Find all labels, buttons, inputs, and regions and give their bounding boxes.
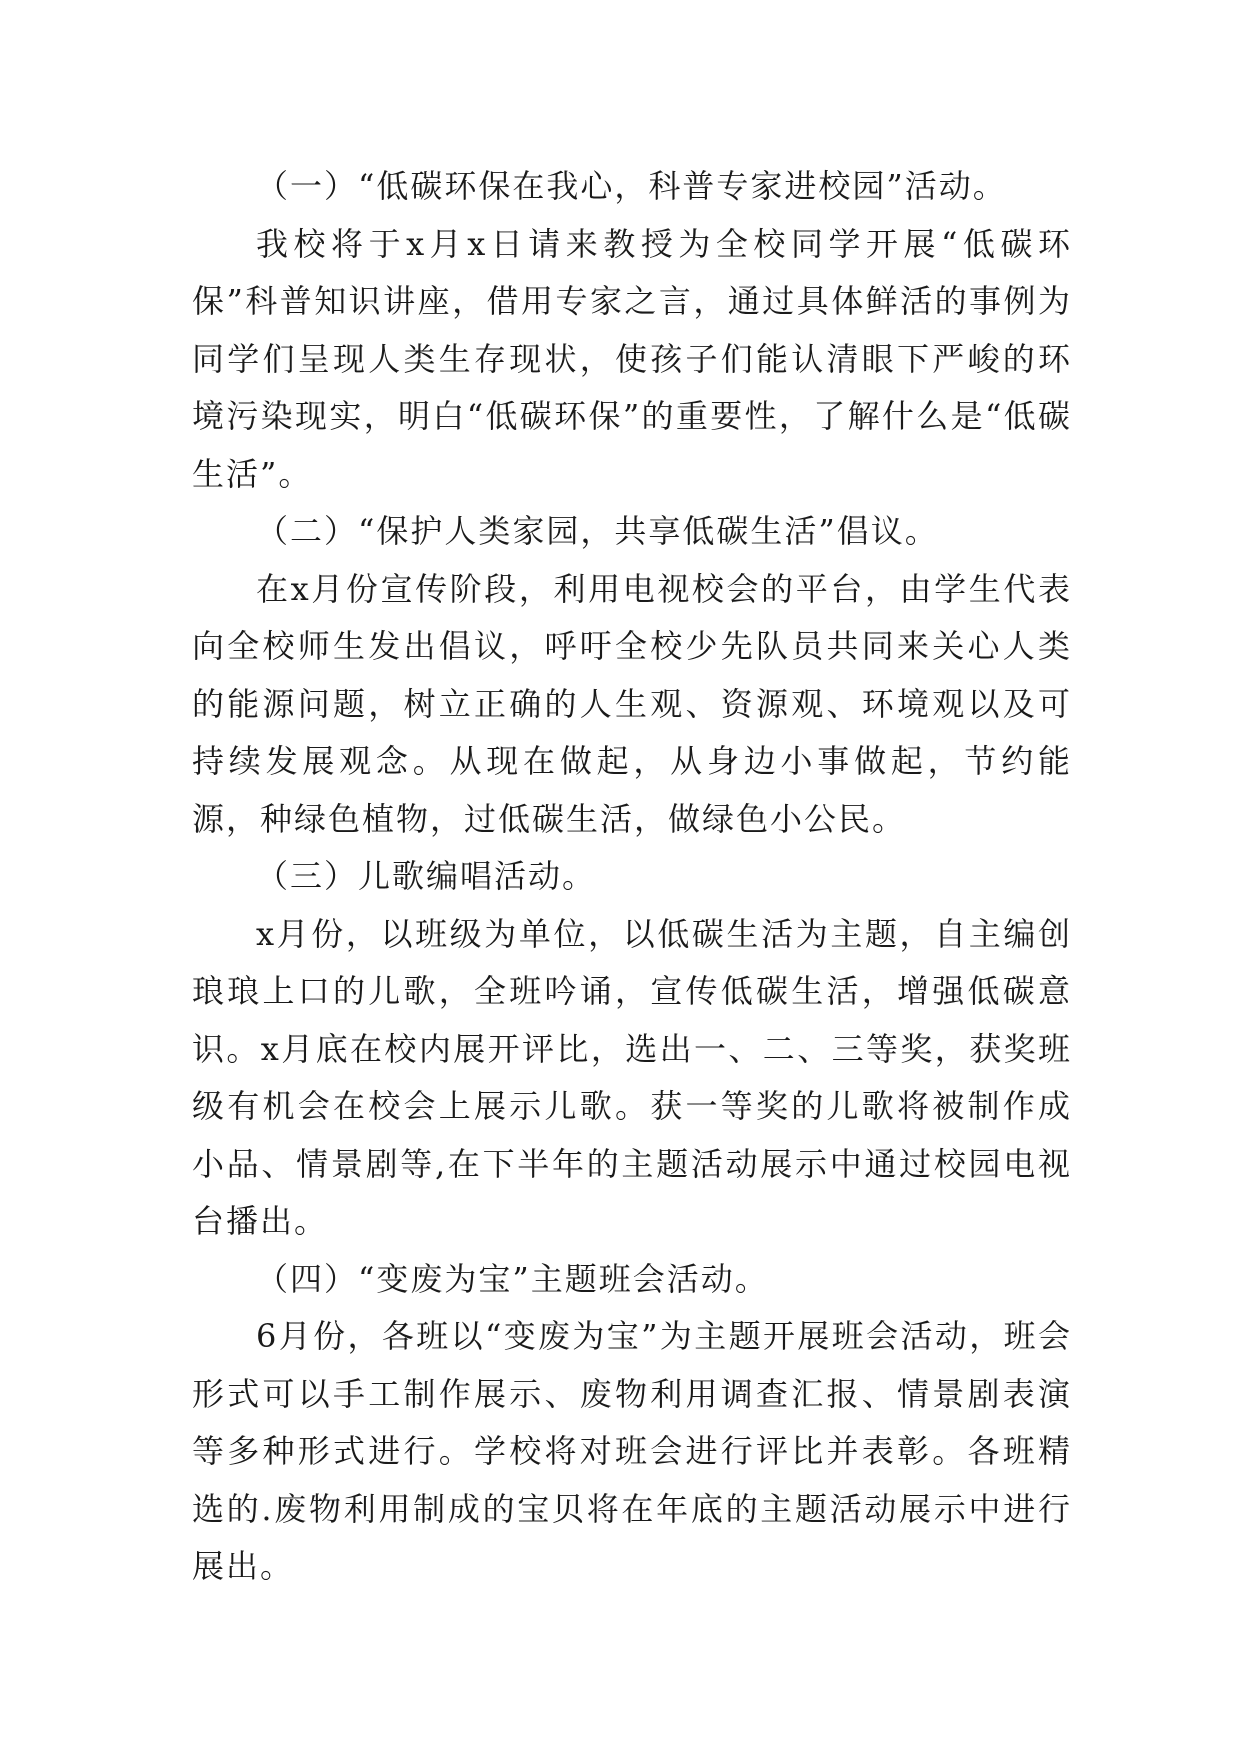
heading-activity-2: （二）“保护人类家园，共享低碳生活”倡议。	[256, 512, 939, 550]
paragraph-activity-2: 在x月份宣传阶段，利用电视校会的平台，由学生代表向全校师生发出倡议，呼吁全校少先队员共同来关心人类的能源问题，树立正确的人生观、资源观、环境观以及可持续发展观念。从现在做起，从身边小事做起，节约能源，种绿色植物，过低碳生活，做绿色小公民。	[192, 569, 1072, 838]
paragraph-activity-1: 我校将于x月x日请来教授为全校同学开展“低碳环保”科普知识讲座，借用专家之言，通过具体鲜活的事例为同学们呈现人类生存现状，使孩子们能认清眼下严峻的环境污染现实，明白“低碳环保”的重要性，了解什么是“低碳生活”。	[192, 224, 1072, 493]
paragraph-activity-3: x月份，以班级为单位，以低碳生活为主题，自主编创琅琅上口的儿歌，全班吟诵，宣传低碳生活，增强低碳意识。x月底在校内展开评比，选出一、二、三等奖，获奖班级有机会在校会上展示儿歌。获一等奖的儿歌将被制作成小品、情景剧等,在下半年的主题活动展示中通过校园电视台播出。	[192, 914, 1072, 1240]
heading-activity-3: （三）儿歌编唱活动。	[256, 857, 597, 895]
heading-activity-1: （一）“低碳环保在我心，科普专家进校园”活动。	[256, 167, 1007, 205]
heading-activity-4: （四）“变废为宝”主题班会活动。	[256, 1259, 769, 1298]
document-body	[192, 158, 1072, 1596]
paragraph-activity-4: 6月份，各班以“变废为宝”为主题开展班会活动，班会形式可以手工制作展示、废物利用调查汇报、情景剧表演等多种形式进行。学校将对班会进行评比并表彰。各班精选的.废物利用制成的宝贝将在年底的主题活动展示中进行展出。	[192, 1317, 1072, 1585]
